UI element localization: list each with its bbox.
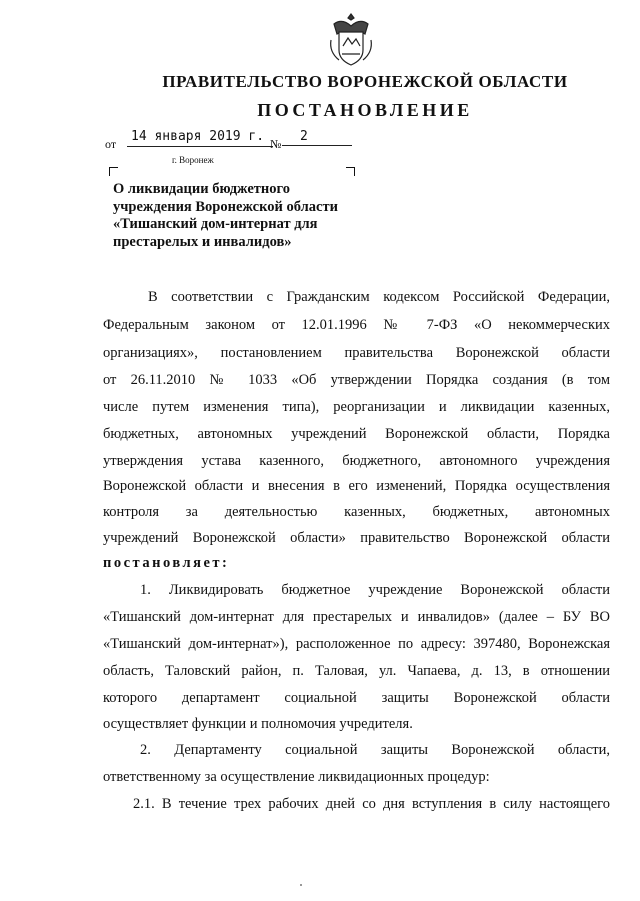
- body-line: В соответствии с Гражданским кодексом Российской Федерации,: [148, 289, 610, 305]
- body-line: Федеральным законом от 12.01.1996 № 7-ФЗ «О некоммерческих: [103, 317, 610, 333]
- body-line: от 26.11.2010 № 1033 «Об утверждении Порядка создания (в том: [103, 372, 610, 388]
- body-line: организациях», постановлением правительства Воронежской области: [103, 345, 610, 361]
- government-title: ПРАВИТЕЛЬСТВО ВОРОНЕЖСКОЙ ОБЛАСТИ: [162, 72, 568, 91]
- body-line: «Тишанский дом-интернат для престарелых и инвалидов» (далее – БУ ВО: [103, 609, 610, 625]
- subject-line: «Тишанский дом-интернат для: [113, 216, 318, 232]
- scan-dot: [300, 884, 302, 886]
- body-line: утверждения устава казенного, бюджетного, автономного учреждения: [103, 453, 610, 469]
- body-line: числе путем изменения типа), реорганизации и ликвидации казенных,: [103, 399, 610, 415]
- body-line: 2.1. В течение трех рабочих дней со дня вступления в силу настоящего: [133, 796, 610, 812]
- body-line: «Тишанский дом-интернат»), расположенное по адресу: 397480, Воронежская: [103, 636, 610, 652]
- body-line: Воронежской области и внесения в его изменений, Порядка осуществления: [103, 478, 610, 494]
- document-subject: [113, 181, 393, 251]
- date-prefix: от: [105, 137, 117, 151]
- body-line: 1. Ликвидировать бюджетное учреждение Воронежской области: [140, 582, 610, 598]
- subject-line: О ликвидации бюджетного: [113, 181, 291, 197]
- document-number: 2: [282, 129, 352, 146]
- subject-bracket-left: [109, 167, 118, 176]
- body-line: область, Таловский район, п. Таловая, ул. Чапаева, д. 13, в отношении: [103, 663, 610, 679]
- body-line: ответственному за осуществление ликвидационных процедур:: [103, 769, 490, 785]
- number-prefix: №: [270, 137, 282, 151]
- subject-line: престарелых и инвалидов»: [113, 233, 292, 250]
- document-city: г. Воронеж: [172, 155, 214, 165]
- body-line: которого департамент социальной защиты Воронежской области: [103, 690, 610, 706]
- document-type: ПОСТАНОВЛЕНИЕ: [257, 100, 473, 120]
- body-line: контроля за деятельностью казенных, бюджетных, автономных: [103, 504, 610, 520]
- resolution-word: постановляет:: [103, 555, 230, 571]
- body-line: осуществляет функции и полномочия учредителя.: [103, 716, 413, 732]
- body-line: бюджетных, автономных учреждений Воронежской области, Порядка: [103, 426, 610, 442]
- subject-bracket-right: [346, 167, 355, 176]
- subject-line: учреждения Воронежской области: [113, 198, 338, 215]
- coat-of-arms-icon: [328, 10, 374, 68]
- document-date: 14 января 2019 г.: [127, 129, 273, 147]
- body-line: 2. Департаменту социальной защиты Воронежской области,: [140, 742, 610, 758]
- body-line: учреждений Воронежской области» правительство Воронежской области: [103, 530, 610, 546]
